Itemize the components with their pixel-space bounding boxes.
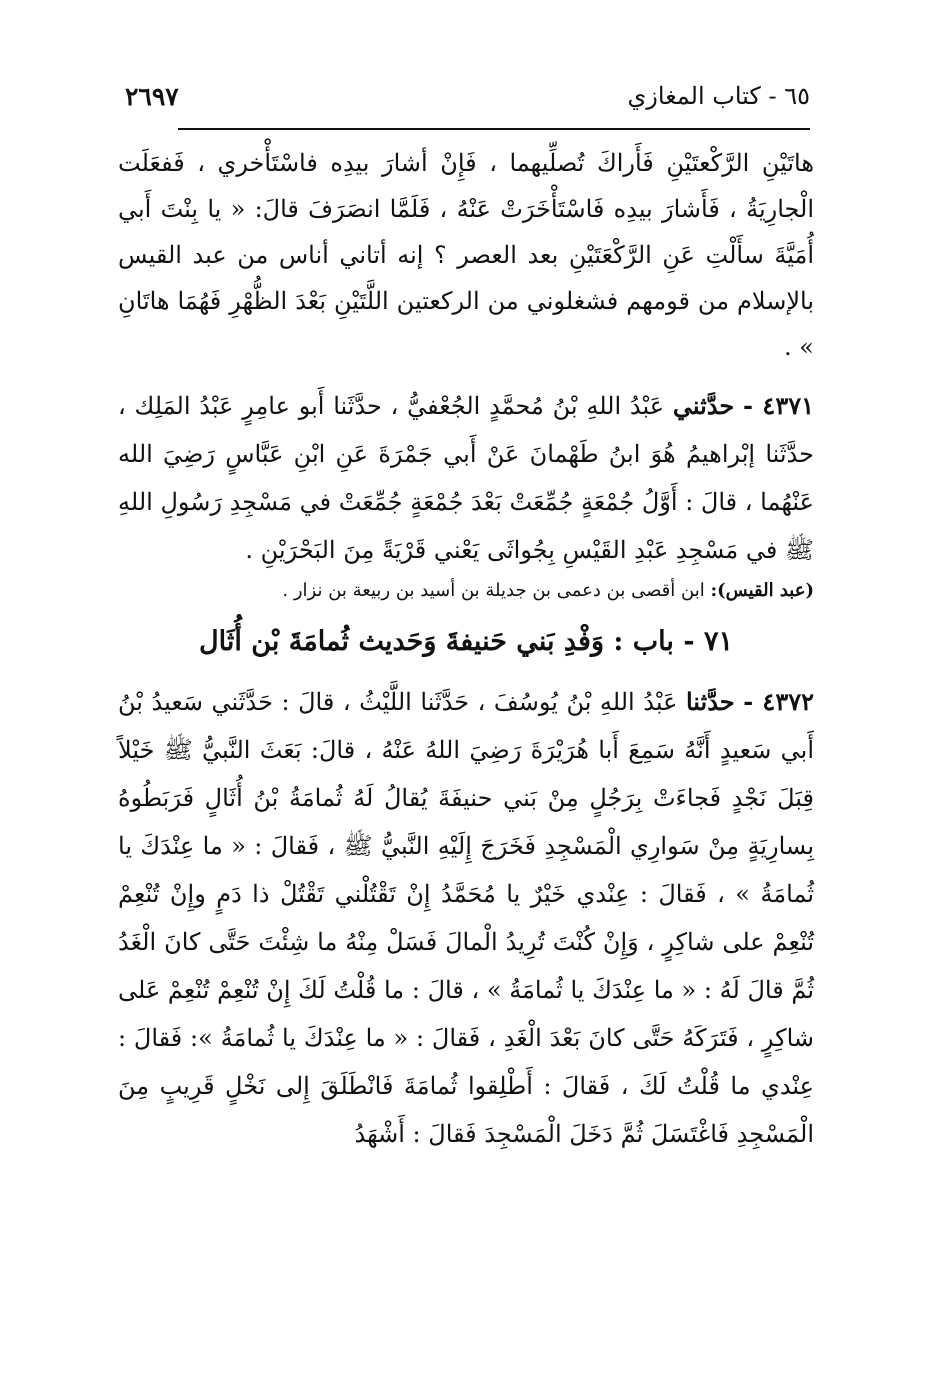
footnote-text: ابن أقصى بن دعمى بن جديلة بن أسيد بن ربيعة بن نزار . — [282, 580, 705, 601]
hadith-text: عَبْدُ اللهِ بْنُ مُحمَّدٍ الجُعْفيُّ ، حدَّثَنا أَبو عامِرٍ عَبْدُ المَلِك ، حدَّثَنا إبْراهيمُ هُوَ ابنُ طَهْمانَ عَنْ أَبي جَمْرَةَ عَنِ ابْنِ عَبَّاسٍ رَضِيَ الله عَنْهُما ، قالَ : أَوَّلُ جُمْعَةٍ جُمِّعَتْ بَعْدَ جُمْعَةٍ جُمِّعَتْ في مَسْجِدِ رَسُولِ اللهِ ﷺ في مَسْجِدِ عَبْدِ القَيْسِ بِجُواثَى يَعْني قَرْيَةً مِنَ البَحْرَيْنِ . — [118, 392, 814, 564]
hadith-4371 — [118, 382, 814, 574]
hadith-number: ٤٣٧١ - — [742, 391, 814, 420]
hadith-4372 — [118, 678, 814, 1158]
spacer — [118, 370, 814, 382]
paragraph-continuation: هاتَيْنِ الرَّكْعتَيْنِ فَأَراكَ تُصلِّيهما ، فَإِنْ أشارَ بيدِه فاسْتَأْخري ، فَفعَلَت الْجارِيَةُ ، فَأَشارَ بيدِه فَاسْتَأْخَرَتْ عَنْهُ ، فَلَمَّا انصَرَفَ قالَ: « يا بِنْتَ أَبي أُمَيَّةَ سأَلْتِ عَنِ الرَّكْعَتَيْنِ بعد العصر ؟ إنه أتاني أناس من عبد القيس بالإسلام من قومهم فشغلوني من الركعتين اللَّتَيْنِ بَعْدَ الظُّهْرِ فَهُمَا هاتَانِ » . — [118, 149, 814, 361]
running-title: ٦٥ - كتاب المغازي — [627, 82, 810, 110]
hadith-lead: حدَّثني — [672, 391, 735, 420]
footnote — [118, 576, 814, 606]
page-body — [118, 140, 814, 1158]
header-rule — [178, 128, 810, 130]
footnote-label: (عبد القيس): — [710, 580, 814, 601]
hadith-text: عَبْدُ اللهِ بْنُ يُوسُفَ ، حَدَّثَنا اللَّيْثُ ، قالَ : حَدَّثَني سَعيدُ بْنُ أَبي سَعيدٍ أَنَّهُ سَمِعَ أَبا هُرَيْرَةَ رَضِيَ اللهُ عَنْهُ ، قالَ: بَعَثَ النَّبيُّ ﷺ خَيْلاً قِبَلَ نَجْدٍ فَجاءَتْ بِرَجُلٍ مِنْ بَني حنيفَةَ يُقالُ لَهُ ثُمامَةُ بْنُ أُثَالٍ فَرَبَطُوهُ بِسارِيَةٍ مِنْ سَوارِي الْمَسْجِدِ فَخَرَجَ إِلَيْهِ النَّبيُّ ﷺ ، فَقالَ : « ما عِنْدَكَ يا ثُمامَةُ » ، فَقالَ : عِنْدي خَيْرٌ يا مُحَمَّدُ إِنْ تَقْتُلْني تَقْتُلْ ذا دَمٍ وإِنْ تُنْعِمْ تُنْعِمْ على شاكِرٍ ، وَإِنْ كُنْتَ تُرِيدُ الْمالَ فَسَلْ مِنْهُ ما شِئْتَ حَتَّى كانَ الْغَدُ ثُمَّ قالَ لَهُ : « ما عِنْدَكَ يا ثُمامَةُ » ، قالَ : ما قُلْتُ لَكَ إِنْ تُنْعِمْ تُنْعِمْ عَلى شاكِرٍ ، فَتَرَكَهُ حَتَّى كانَ بَعْدَ الْغَدِ ، فَقالَ : « ما عِنْدَكَ يا ثُمامَةُ »: فَقالَ : عِنْدي ما قُلْتُ لَكَ ، فَقالَ : أَطْلِقوا ثُمامَةَ فَانْطَلَقَ إِلى نَخْلٍ قَرِيبٍ مِنَ الْمَسْجِدِ فَاغْتَسَلَ ثُمَّ دَخَلَ الْمَسْجِدَ فَقالَ : أَشْهَدُ — [118, 688, 815, 1148]
hadith-lead: حدَّثنا — [685, 687, 735, 716]
page-number: ٢٦٩٧ — [125, 82, 179, 111]
page-header — [125, 78, 810, 118]
chapter-title: ٧١ - باب : وَفْدِ بَني حَنيفةَ وَحَديث ثُمامَةَ بْن أُثَال — [199, 626, 733, 657]
hadith-number: ٤٣٧٢ - — [743, 687, 814, 716]
